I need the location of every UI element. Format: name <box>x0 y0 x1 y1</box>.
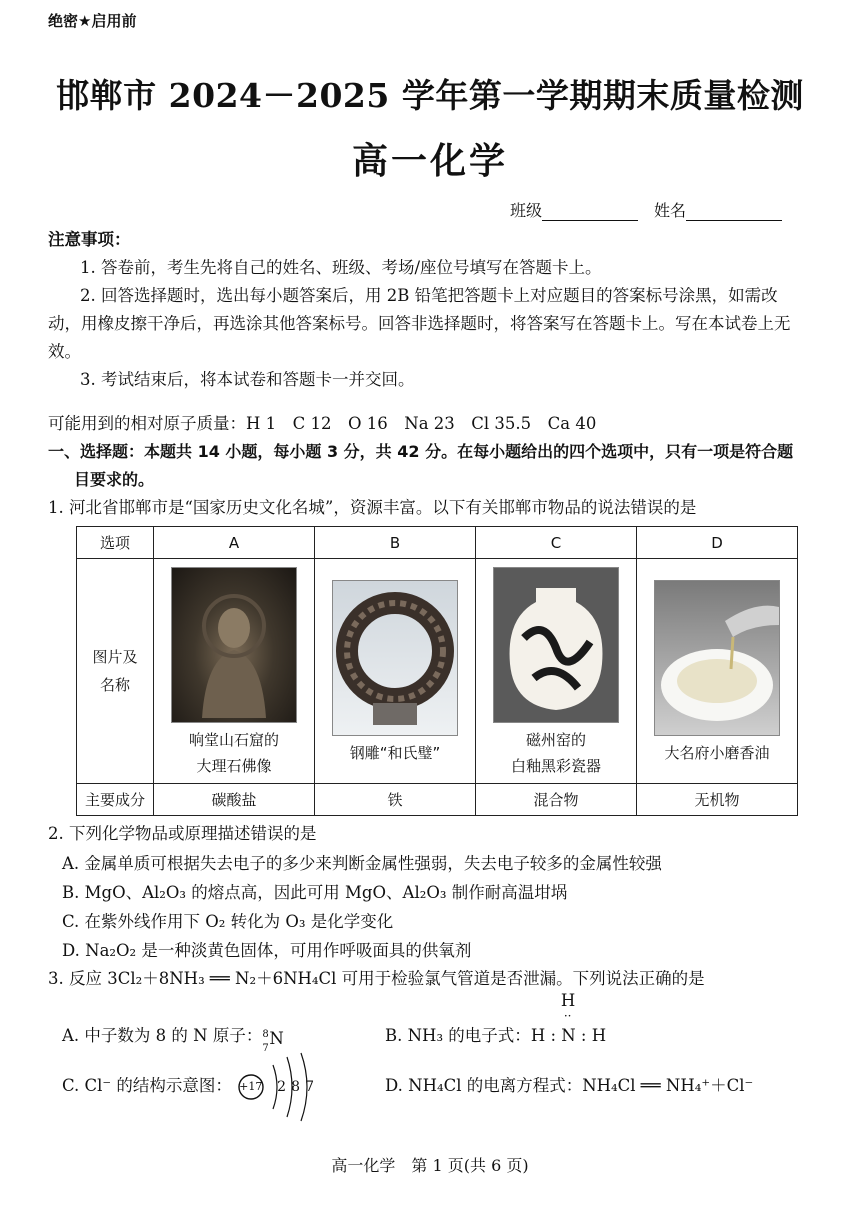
exam-title: 邯郸市 2024－2025 学年第一学期期末质量检测 <box>56 76 804 115</box>
col-d-letter: D <box>637 527 798 559</box>
question-1-table <box>76 526 798 816</box>
question-3-option-b: B. NH₃ 的电子式： H ·· H : N : H <box>385 991 607 1045</box>
exam-subject: 高一化学 <box>351 140 508 182</box>
question-3-option-a: A. 中子数为 8 的 N 原子： 8 7 N <box>62 1026 284 1054</box>
notice-heading: 注意事项： <box>48 230 131 249</box>
col-a-picture: 响堂山石窟的 大理石佛像 <box>154 559 315 784</box>
col-b-component: 铁 <box>315 784 476 816</box>
table-header-component: 主要成分 <box>77 784 154 816</box>
buddha-statue-photo <box>171 567 297 723</box>
sesame-oil-photo <box>654 580 780 736</box>
name-field: 姓名 <box>654 198 782 221</box>
confidential-mark: 绝密★启用前 <box>48 12 137 30</box>
col-b-letter: B <box>315 527 476 559</box>
porcelain-jar-photo <box>493 567 619 723</box>
question-3-option-d: D. NH₄Cl 的电离方程式：NH₄Cl ══ NH₄⁺＋Cl⁻ <box>385 1076 754 1095</box>
page-footer: 高一化学 第 1 页(共 6 页) <box>331 1156 529 1175</box>
notice-item-1: 1. 答卷前，考生先将自己的姓名、班级、考场/座位号填写在答题卡上。 <box>80 258 602 277</box>
question-3-stem: 3. 反应 3Cl₂＋8NH₃ ══ N₂＋6NH₄Cl 可用于检验氯气管道是否泄漏。下列说法正确的是 <box>48 969 705 988</box>
col-c-component: 混合物 <box>476 784 637 816</box>
col-c-letter: C <box>476 527 637 559</box>
chloride-structure-diagram: +17 2 8 7 <box>237 1073 347 1101</box>
question-2-option-b: B. MgO、Al₂O₃ 的熔点高，因此可用 MgO、Al₂O₃ 制作耐高温坩埚 <box>62 883 568 902</box>
table-header-picture: 图片及名称 <box>77 559 154 784</box>
notice-item-2: 2. 回答选择题时，选出每小题答案后，用 2B 铅笔把答题卡上对应题目的答案标号涂黑，如需改动，用橡皮擦干净后，再选涂其他答案标号。回答非选择题时，将答案写在答题卡上。写在本试卷上无效。 <box>48 286 791 361</box>
student-fields <box>510 198 782 221</box>
question-3-option-c: C. Cl⁻ 的结构示意图： +17 2 8 7 <box>62 1072 347 1101</box>
section-heading: 一、选择题：本题共 14 小题，每小题 3 分，共 42 分。在每小题给出的四个选项中，只有一项是符合题目要求的。 <box>48 442 794 489</box>
question-1-stem: 1. 河北省邯郸市是“国家历史文化名城”，资源丰富。以下有关邯郸市物品的说法错误的是 <box>48 498 697 517</box>
question-2-option-d: D. Na₂O₂ 是一种淡黄色固体，可用作呼吸面具的供氧剂 <box>62 941 472 960</box>
col-a-component: 碳酸盐 <box>154 784 315 816</box>
steel-sculpture-photo <box>332 580 458 736</box>
table-header-option: 选项 <box>77 527 154 559</box>
question-2-stem: 2. 下列化学物品或原理描述错误的是 <box>48 824 317 843</box>
question-2-option-a: A. 金属单质可根据失去电子的多少来判断金属性强弱，失去电子较多的金属性较强 <box>62 854 662 873</box>
col-b-picture: 钢雕“和氏璧” <box>315 559 476 784</box>
col-d-component: 无机物 <box>637 784 798 816</box>
notice-item-3: 3. 考试结束后，将本试卷和答题卡一并交回。 <box>80 370 415 389</box>
col-a-letter: A <box>154 527 315 559</box>
col-d-picture: 大名府小磨香油 <box>637 559 798 784</box>
col-c-picture: 磁州窑的 白釉黑彩瓷器 <box>476 559 637 784</box>
class-field: 班级 <box>510 198 638 221</box>
atomic-masses: 可能用到的相对原子质量：H 1 C 12 O 16 Na 23 Cl 35.5 Ca 40 <box>48 414 597 433</box>
question-2-option-c: C. 在紫外线作用下 O₂ 转化为 O₃ 是化学变化 <box>62 912 394 931</box>
